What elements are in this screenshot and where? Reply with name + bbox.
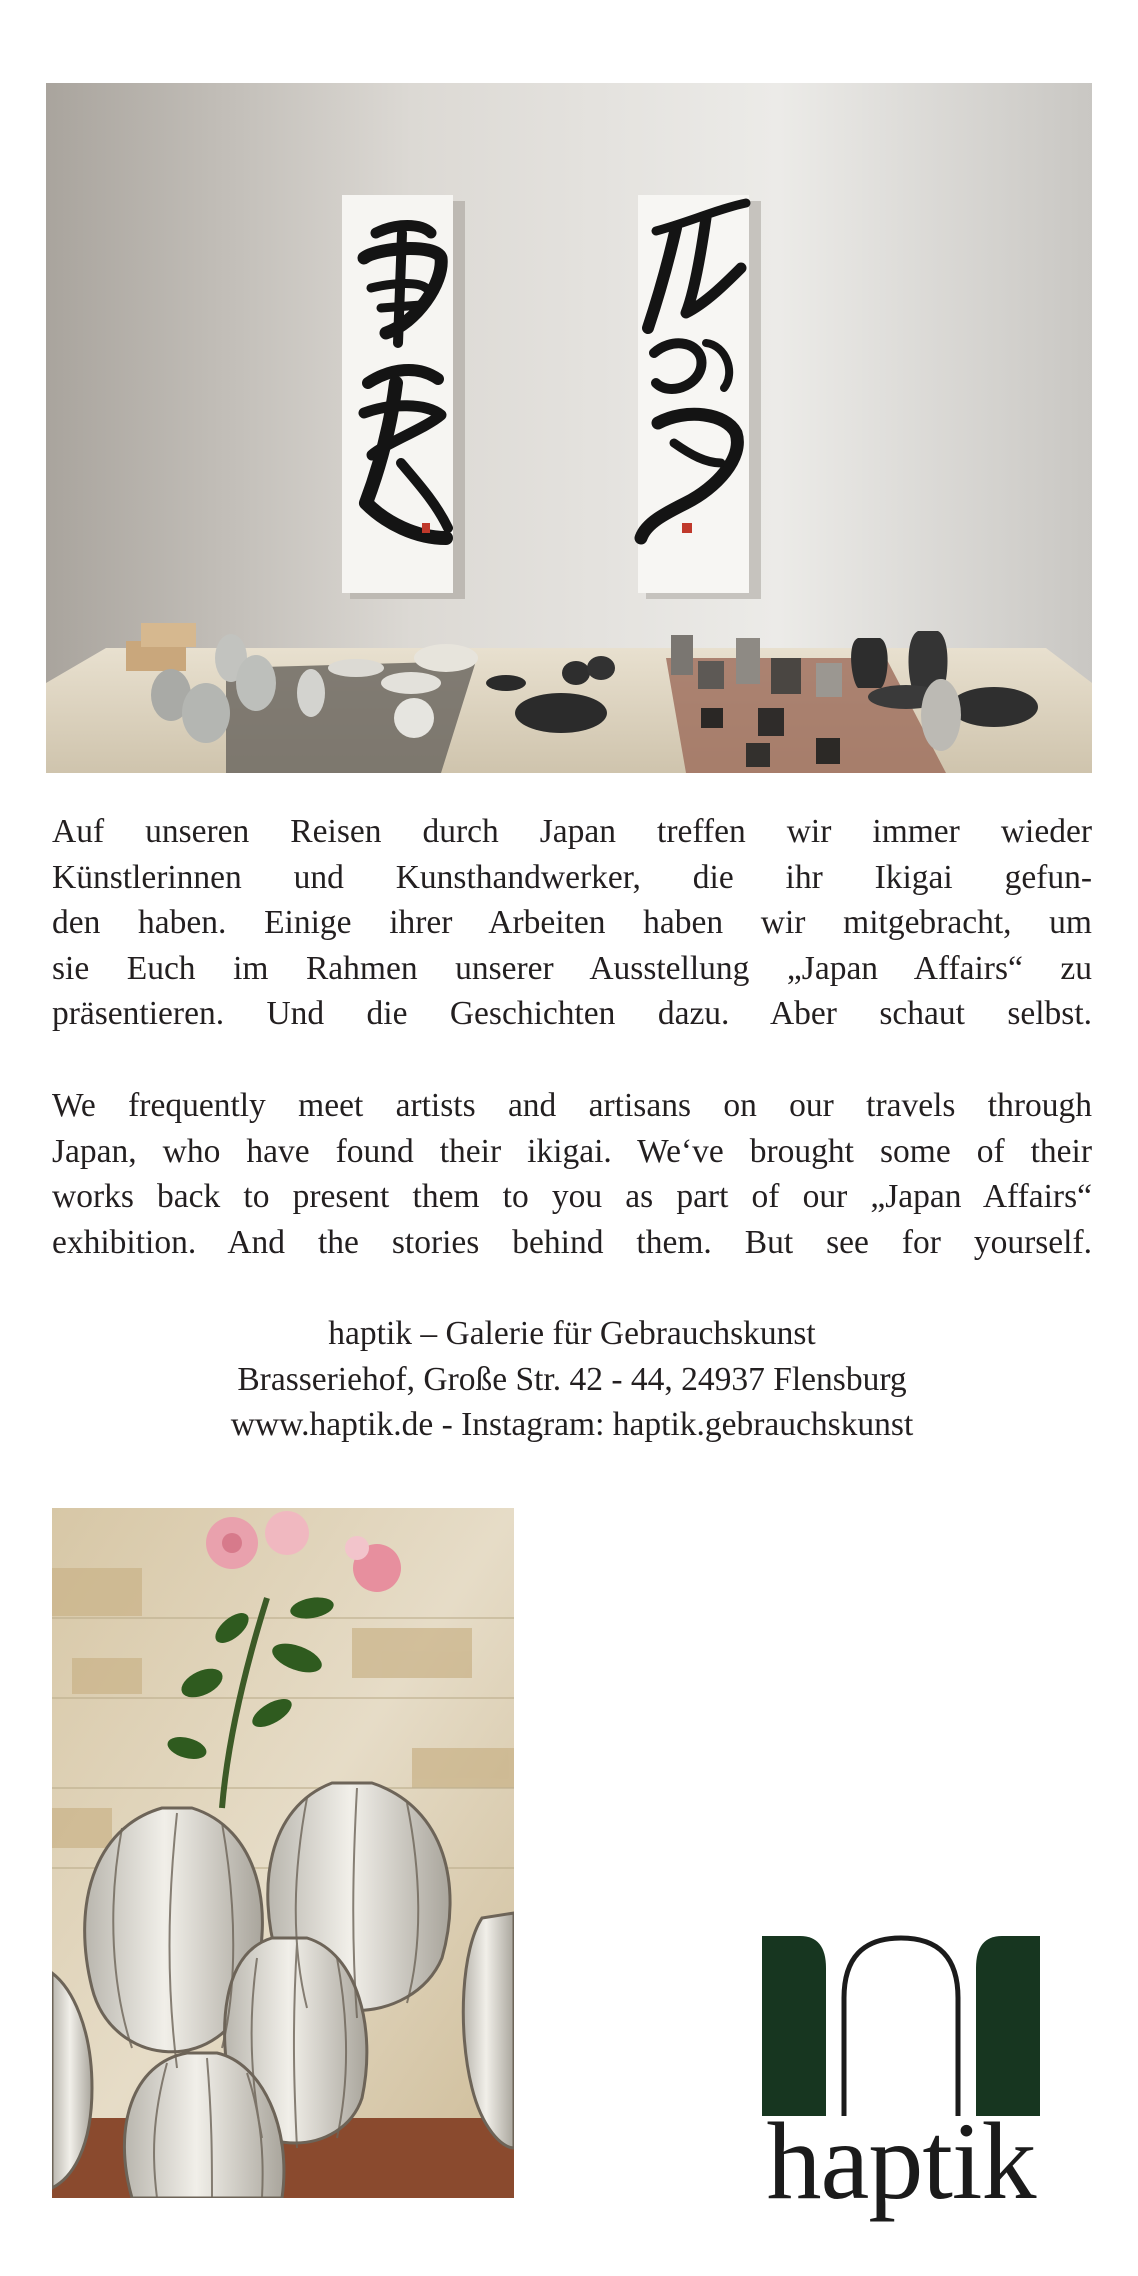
text-line: den haben. Einige ihrer Arbeiten haben wir mitgebracht, um	[52, 904, 1092, 942]
text-line: präsentieren. Und die Geschichten dazu. Aber schaut selbst.	[52, 995, 1092, 1033]
text-line: exhibition. And the stories behind them. But see for yourself.	[52, 1223, 1092, 1261]
gallery-name: haptik – Galerie für Gebrauchskunst	[328, 1315, 816, 1352]
intro-text-german	[52, 809, 1092, 1037]
gallery-contact	[52, 1311, 1092, 1448]
gallery-web-links: www.haptik.de - Instagram: haptik.gebrauchskunst	[230, 1406, 914, 1444]
logo-left-shutter	[762, 1936, 826, 2116]
intro-text-english	[52, 1083, 1092, 1265]
gallery-address: Brasseriehof, Große Str. 42 - 44, 24937 Flensburg	[237, 1360, 907, 1398]
vases-photo	[52, 1508, 514, 2198]
haptik-logo	[756, 1928, 1046, 2228]
text-line: works back to present them to you as part of our „Japan Affairs“	[52, 1178, 1092, 1216]
gallery-photo	[46, 83, 1092, 773]
logo-wordmark: haptik	[766, 2100, 1036, 2222]
logo-arch	[844, 1938, 958, 2116]
text-line: Künstlerinnen und Kunsthandwerker, die ihr Ikigai gefun-	[52, 858, 1092, 896]
text-line: Auf unseren Reisen durch Japan treffen wir immer wieder	[52, 813, 1092, 850]
text-line: We frequently meet artists and artisans on our travels through	[52, 1087, 1092, 1124]
logo-right-shutter	[976, 1936, 1040, 2116]
text-line: Japan, who have found their ikigai. We‘ve brought some of their	[52, 1132, 1092, 1170]
text-line: sie Euch im Rahmen unserer Ausstellung „Japan Affairs“ zu	[52, 949, 1092, 987]
